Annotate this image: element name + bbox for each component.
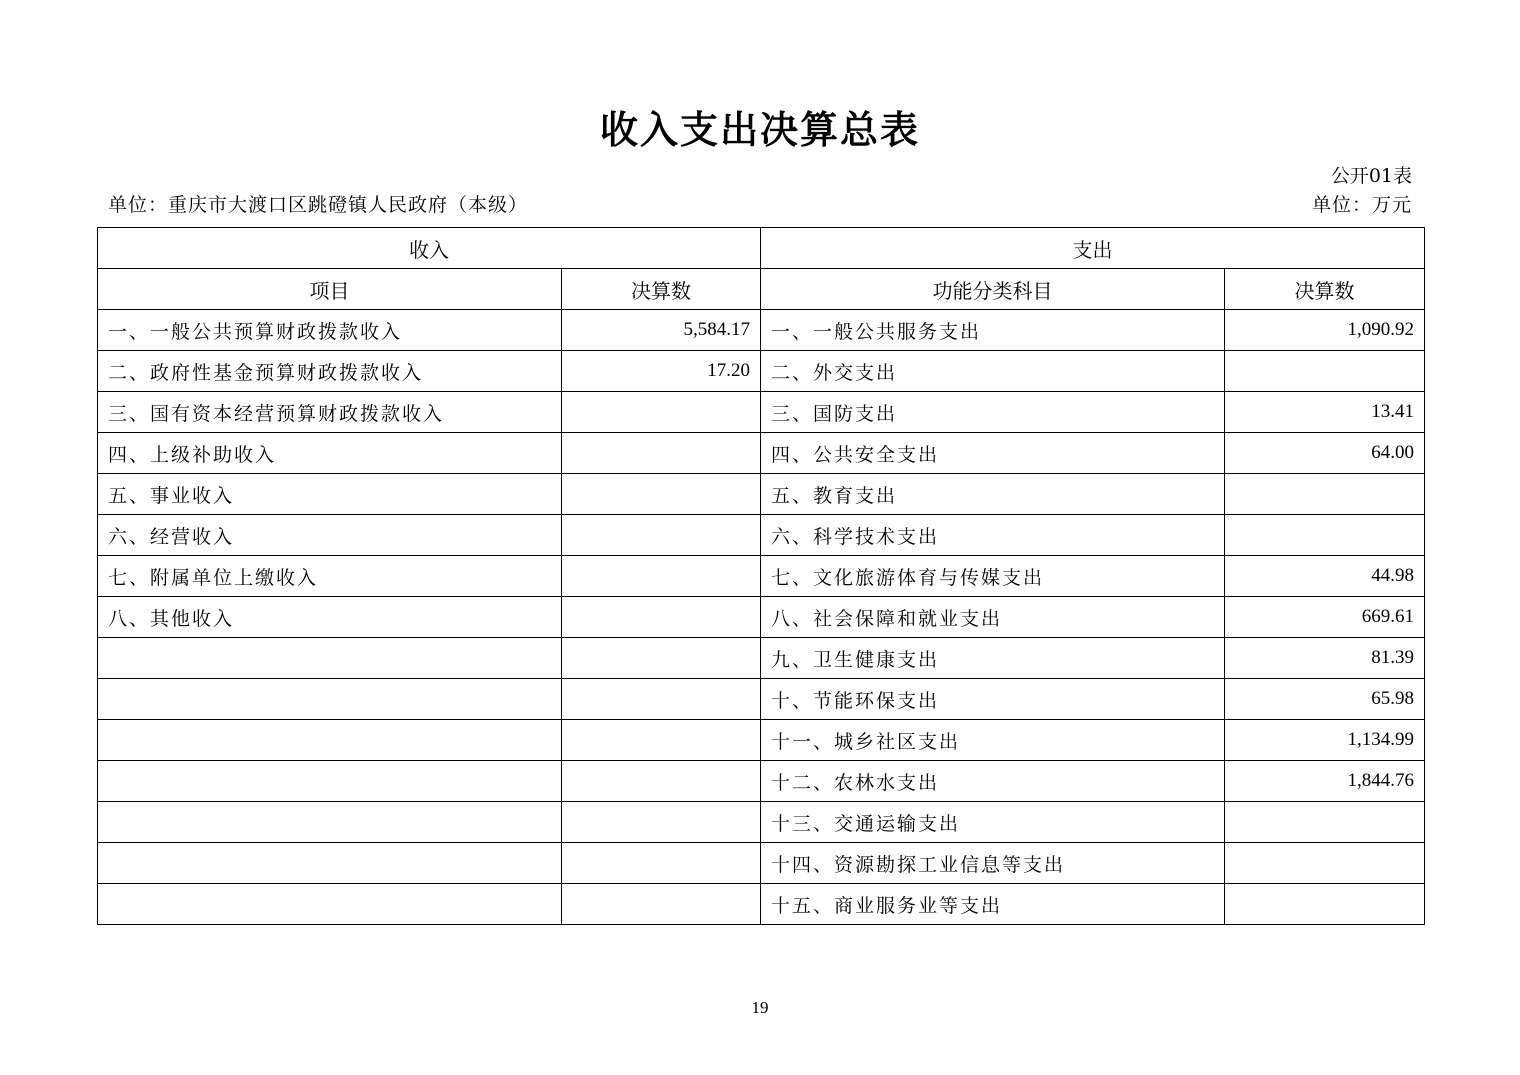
expense-item-cell: 十、节能环保支出 xyxy=(761,679,1225,720)
expense-amount-cell xyxy=(1225,802,1425,843)
expense-item-cell: 一、一般公共服务支出 xyxy=(761,310,1225,351)
expense-amount-cell: 65.98 xyxy=(1225,679,1425,720)
table-row xyxy=(98,556,1425,597)
income-amount-cell xyxy=(562,556,761,597)
table-row xyxy=(98,433,1425,474)
income-item-cell xyxy=(98,638,562,679)
income-item-cell: 八、其他收入 xyxy=(98,597,562,638)
income-amount-cell xyxy=(562,679,761,720)
income-item-cell xyxy=(98,884,562,925)
income-expense-table xyxy=(97,227,1425,925)
expense-section-header: 支出 xyxy=(761,228,1425,269)
income-amount-cell xyxy=(562,392,761,433)
income-amount-cell xyxy=(562,802,761,843)
income-item-cell: 三、国有资本经营预算财政拨款收入 xyxy=(98,392,562,433)
income-item-cell: 二、政府性基金预算财政拨款收入 xyxy=(98,351,562,392)
expense-item-cell: 五、教育支出 xyxy=(761,474,1225,515)
income-amount-cell xyxy=(562,843,761,884)
expense-amount-cell: 1,844.76 xyxy=(1225,761,1425,802)
table-row xyxy=(98,392,1425,433)
table-row xyxy=(98,761,1425,802)
income-amount-cell xyxy=(562,638,761,679)
table-row xyxy=(98,351,1425,392)
table-row xyxy=(98,597,1425,638)
expense-amount-cell: 64.00 xyxy=(1225,433,1425,474)
income-item-cell: 五、事业收入 xyxy=(98,474,562,515)
expense-amount-cell xyxy=(1225,474,1425,515)
expense-item-cell: 四、公共安全支出 xyxy=(761,433,1225,474)
expense-amount-cell xyxy=(1225,515,1425,556)
income-item-cell: 六、经营收入 xyxy=(98,515,562,556)
func-category-column-header: 功能分类科目 xyxy=(761,269,1225,310)
expense-item-cell: 十四、资源勘探工业信息等支出 xyxy=(761,843,1225,884)
unit-organization: 单位：重庆市大渡口区跳磴镇人民政府（本级） xyxy=(108,194,529,216)
income-item-cell: 四、上级补助收入 xyxy=(98,433,562,474)
unit-currency: 单位：万元 xyxy=(1311,194,1412,216)
expense-item-cell: 八、社会保障和就业支出 xyxy=(761,597,1225,638)
table-row xyxy=(98,884,1425,925)
expense-amount-cell: 669.61 xyxy=(1225,597,1425,638)
table-row xyxy=(98,474,1425,515)
table-body xyxy=(98,310,1425,925)
income-item-cell xyxy=(98,761,562,802)
section-header-row xyxy=(98,228,1425,269)
page-title: 收入支出决算总表 xyxy=(599,108,920,152)
expense-amount-cell: 13.41 xyxy=(1225,392,1425,433)
income-item-cell: 七、附属单位上缴收入 xyxy=(98,556,562,597)
income-amount-cell xyxy=(562,515,761,556)
expense-item-cell: 七、文化旅游体育与传媒支出 xyxy=(761,556,1225,597)
expense-item-cell: 十三、交通运输支出 xyxy=(761,802,1225,843)
income-item-cell: 一、一般公共预算财政拨款收入 xyxy=(98,310,562,351)
expense-item-cell: 十一、城乡社区支出 xyxy=(761,720,1225,761)
income-amount-cell: 5,584.17 xyxy=(562,310,761,351)
table-row xyxy=(98,843,1425,884)
income-amount-cell xyxy=(562,884,761,925)
income-amount-cell xyxy=(562,761,761,802)
expense-item-cell: 二、外交支出 xyxy=(761,351,1225,392)
table-number: 公开01表 xyxy=(1330,165,1412,187)
table-row xyxy=(98,310,1425,351)
expense-amount-cell: 1,090.92 xyxy=(1225,310,1425,351)
table-row xyxy=(98,802,1425,843)
expense-amount-column-header: 决算数 xyxy=(1225,269,1425,310)
table-row xyxy=(98,638,1425,679)
table-row xyxy=(98,679,1425,720)
income-amount-cell xyxy=(562,433,761,474)
column-header-row xyxy=(98,269,1425,310)
item-column-header: 项目 xyxy=(98,269,562,310)
expense-amount-cell xyxy=(1225,884,1425,925)
income-section-header: 收入 xyxy=(98,228,761,269)
expense-amount-cell: 44.98 xyxy=(1225,556,1425,597)
expense-item-cell: 九、卫生健康支出 xyxy=(761,638,1225,679)
expense-item-cell: 三、国防支出 xyxy=(761,392,1225,433)
income-item-cell xyxy=(98,720,562,761)
table-row xyxy=(98,515,1425,556)
income-amount-cell xyxy=(562,474,761,515)
income-amount-cell: 17.20 xyxy=(562,351,761,392)
table-row xyxy=(98,720,1425,761)
income-amount-cell xyxy=(562,720,761,761)
expense-amount-cell: 1,134.99 xyxy=(1225,720,1425,761)
income-amount-cell xyxy=(562,597,761,638)
income-amount-column-header: 决算数 xyxy=(562,269,761,310)
income-item-cell xyxy=(98,679,562,720)
expense-item-cell: 十二、农林水支出 xyxy=(761,761,1225,802)
expense-item-cell: 六、科学技术支出 xyxy=(761,515,1225,556)
expense-amount-cell xyxy=(1225,843,1425,884)
expense-item-cell: 十五、商业服务业等支出 xyxy=(761,884,1225,925)
income-item-cell xyxy=(98,843,562,884)
expense-amount-cell: 81.39 xyxy=(1225,638,1425,679)
page-number: 19 xyxy=(751,998,769,1017)
expense-amount-cell xyxy=(1225,351,1425,392)
income-item-cell xyxy=(98,802,562,843)
